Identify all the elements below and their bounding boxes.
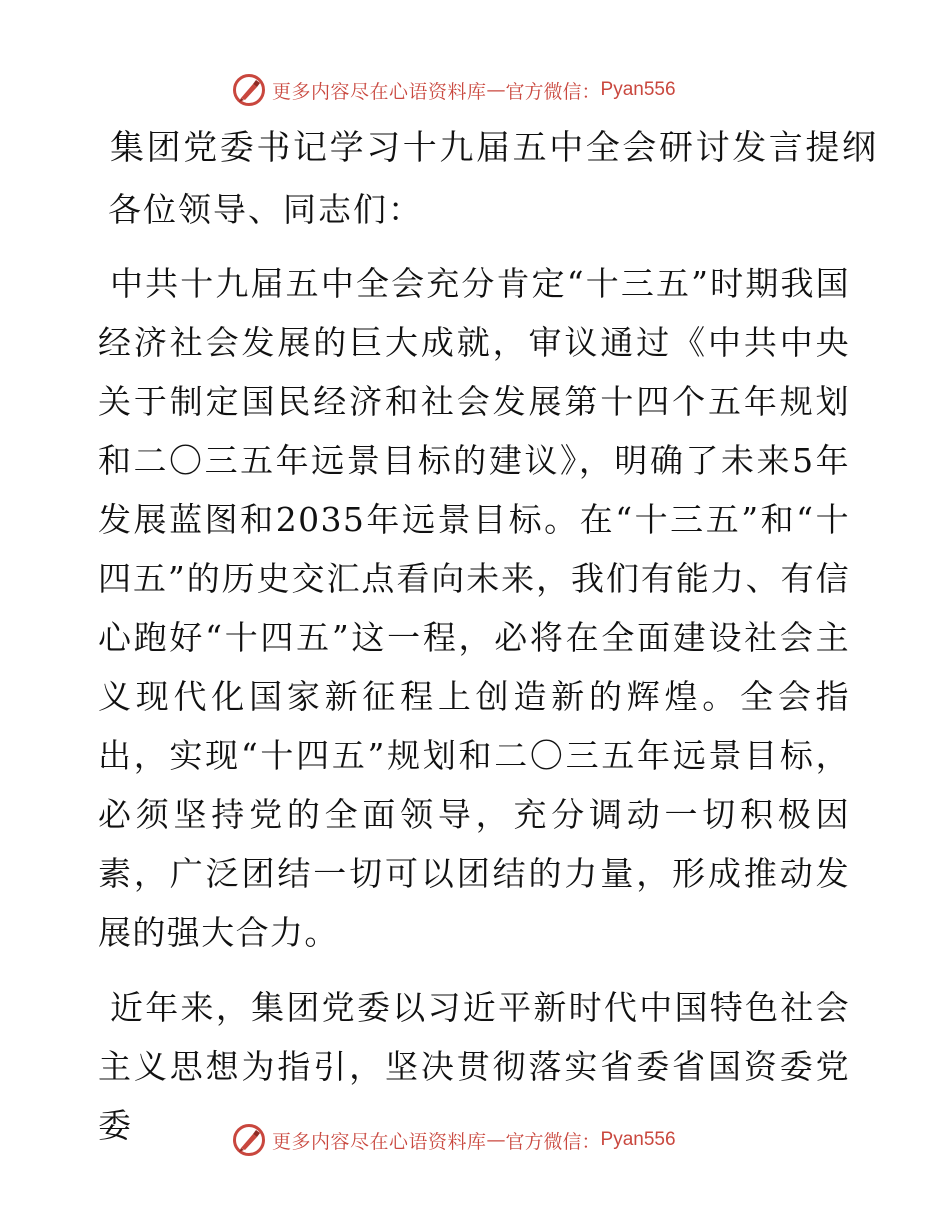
watermark-separator: — <box>486 79 506 101</box>
watermark-site-text: 更多内容尽在心语资料库 <box>272 1130 487 1153</box>
watermark-site-text: 更多内容尽在心语资料库 <box>272 80 487 103</box>
pen-logo-icon <box>232 1123 266 1157</box>
pen-logo-icon <box>232 73 266 107</box>
watermark-wechat-id: Pyan556 <box>600 1129 676 1150</box>
header-watermark <box>232 72 676 108</box>
watermark-label: 官方微信： <box>505 1130 601 1153</box>
footer-watermark <box>232 1122 676 1158</box>
document-body <box>98 118 879 1155</box>
watermark-wechat-id: Pyan556 <box>600 79 676 100</box>
watermark-separator: — <box>486 1129 506 1151</box>
watermark-label: 官方微信： <box>505 80 601 103</box>
paragraph: 近年来，集团党委以习近平新时代中国特色社会主义思想为指引，坚决贯彻落实省委省国资委党委 <box>98 988 850 1145</box>
document-title: 集团党委书记学习十九届五中全会研讨发言提纲 <box>110 128 879 168</box>
salutation: 各位领导、同志们： <box>108 190 423 229</box>
paragraph: 中共十九届五中全会充分肯定“十三五”时期我国经济社会发展的巨大成就，审议通过《中共中央关于制定国民经济和社会发展第十四个五年规划和二〇三五年远景目标的建议》，明确了未来5年发展蓝图和2035年远景目标。在“十三五”和“十四五”的历史交汇点看向未来，我们有能力、有信心跑好“十四五”这一程，必将在全面建设社会主义现代化国家新征程上创造新的辉煌。全会指出，实现“十四五”规划和二〇三五年远景目标，必须坚持党的全面领导，充分调动一切积极因素，广泛团结一切可以团结的力量，形成推动发展的强大合力。 <box>98 264 850 952</box>
